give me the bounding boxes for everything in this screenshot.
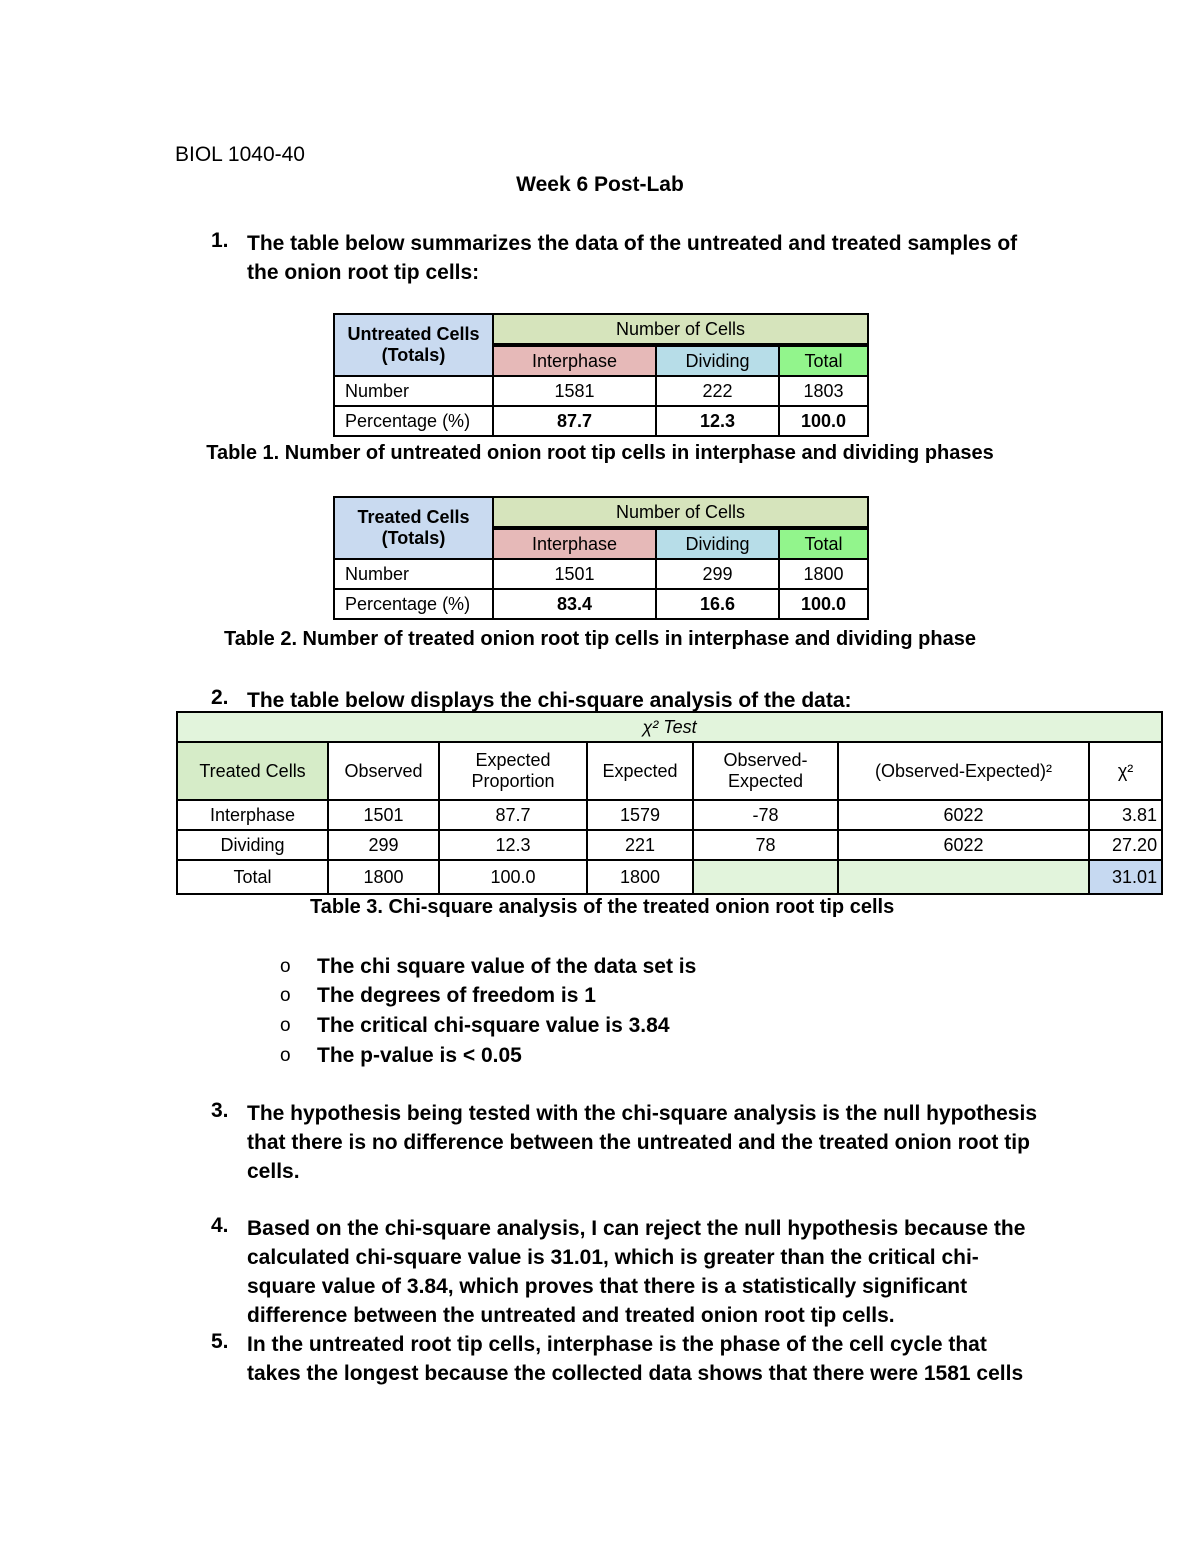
chi-row-label: Dividing xyxy=(177,830,328,860)
list-item xyxy=(280,1041,696,1071)
chi-cell: 6022 xyxy=(838,800,1089,830)
bullet-text: The critical chi-square value is 3.84 xyxy=(317,1013,670,1037)
bullet-marker-icon: o xyxy=(280,1044,291,1066)
question-4-number: 4. xyxy=(211,1214,229,1237)
table-row xyxy=(334,559,868,589)
chi-table-title: χ² Test xyxy=(177,712,1162,742)
bullet-list xyxy=(280,952,696,1070)
table1-cell: 1803 xyxy=(779,376,868,406)
chi-row-label: Interphase xyxy=(177,800,328,830)
chi-header-expected: Expected xyxy=(587,742,693,800)
chi-total-value: 31.01 xyxy=(1089,860,1162,894)
list-item xyxy=(280,952,696,982)
chi-header-observed: Observed xyxy=(328,742,439,800)
question-3-text: The hypothesis being tested with the chi-square analysis is the null hypothesis that there is no difference between the untreated and the treated onion root tip cells. xyxy=(247,1102,1037,1183)
table1-cell: 100.0 xyxy=(779,406,868,436)
table-row xyxy=(177,830,1162,860)
chi-square-table xyxy=(176,711,1163,895)
question-5-number: 5. xyxy=(211,1330,229,1353)
table2-cell: 1501 xyxy=(493,559,656,589)
table2-cell: 83.4 xyxy=(493,589,656,619)
question-3-number: 3. xyxy=(211,1099,229,1122)
chi-cell: -78 xyxy=(693,800,838,830)
question-1-number: 1. xyxy=(211,229,229,252)
chi-cell: 1800 xyxy=(587,860,693,894)
chi-cell: 299 xyxy=(328,830,439,860)
treated-cells-table xyxy=(333,496,869,620)
table1-cell: 222 xyxy=(656,376,779,406)
table-row xyxy=(334,406,868,436)
table2-cell: 16.6 xyxy=(656,589,779,619)
bullet-text: The degrees of freedom is 1 xyxy=(317,984,596,1008)
table2-col-total: Total xyxy=(779,528,868,559)
bullet-text: The p-value is < 0.05 xyxy=(317,1043,522,1067)
table1-row-label: Number xyxy=(334,376,493,406)
bullet-marker-icon: o xyxy=(280,1014,291,1036)
list-item xyxy=(280,982,696,1012)
table1-cell: 1581 xyxy=(493,376,656,406)
chi-cell: 3.81 xyxy=(1089,800,1162,830)
table1-cell: 12.3 xyxy=(656,406,779,436)
table2-col-interphase: Interphase xyxy=(493,528,656,559)
chi-header-treated-cells: Treated Cells xyxy=(177,742,328,800)
chi-cell: 6022 xyxy=(838,830,1089,860)
table1-row-label: Percentage (%) xyxy=(334,406,493,436)
chi-header-squared-difference: (Observed-Expected)² xyxy=(838,742,1089,800)
table2-caption: Table 2. Number of treated onion root tip cells in interphase and dividing phase xyxy=(224,628,976,650)
table-row xyxy=(334,589,868,619)
bullet-text: The chi square value of the data set is xyxy=(317,954,697,978)
question-5-text: In the untreated root tip cells, interphase is the phase of the cell cycle that takes the longest because the collected data shows that there were 1581 cells xyxy=(247,1333,1024,1385)
table1-corner-header: Untreated Cells (Totals) xyxy=(334,314,493,376)
bullet-marker-icon: o xyxy=(280,985,291,1007)
table3-caption: Table 3. Chi-square analysis of the treated onion root tip cells xyxy=(310,896,895,918)
chi-header-observed-minus-expected: Observed-Expected xyxy=(693,742,838,800)
chi-cell: 12.3 xyxy=(439,830,587,860)
question-2-text: The table below displays the chi-square analysis of the data: xyxy=(247,689,852,712)
chi-cell: 100.0 xyxy=(439,860,587,894)
table1-col-dividing: Dividing xyxy=(656,345,779,376)
chi-header-expected-proportion: Expected Proportion xyxy=(439,742,587,800)
table2-cell: 100.0 xyxy=(779,589,868,619)
page-title: Week 6 Post-Lab xyxy=(516,173,684,196)
chi-cell: 1800 xyxy=(328,860,439,894)
question-4-text: Based on the chi-square analysis, I can reject the null hypothesis because the calculated chi-square value is 31.01, which is greater than the critical chi-square value of 3.84, which proves that there is a statistically significant difference between the untreated and treated onion root tip cells. xyxy=(247,1217,1026,1327)
bullet-marker-icon: o xyxy=(280,955,291,977)
table2-row-label: Number xyxy=(334,559,493,589)
chi-cell: 1579 xyxy=(587,800,693,830)
table2-corner-header: Treated Cells (Totals) xyxy=(334,497,493,559)
list-item xyxy=(280,1011,696,1041)
chi-cell-empty xyxy=(838,860,1089,894)
chi-cell: 27.20 xyxy=(1089,830,1162,860)
table-row xyxy=(177,860,1162,894)
table1-caption: Table 1. Number of untreated onion root tip cells in interphase and dividing phases xyxy=(206,442,994,464)
table1-group-header: Number of Cells xyxy=(493,314,868,345)
chi-cell: 78 xyxy=(693,830,838,860)
chi-cell-empty xyxy=(693,860,838,894)
table2-group-header: Number of Cells xyxy=(493,497,868,528)
question-1-text: The table below summarizes the data of the untreated and treated samples of the onion root tip cells: xyxy=(247,232,1018,284)
table1-cell: 87.7 xyxy=(493,406,656,436)
table1-col-total: Total xyxy=(779,345,868,376)
table-row xyxy=(334,376,868,406)
table-row xyxy=(177,800,1162,830)
table2-cell: 1800 xyxy=(779,559,868,589)
course-code: BIOL 1040-40 xyxy=(175,143,305,166)
table2-row-label: Percentage (%) xyxy=(334,589,493,619)
table1-col-interphase: Interphase xyxy=(493,345,656,376)
table2-col-dividing: Dividing xyxy=(656,528,779,559)
question-2-number: 2. xyxy=(211,686,229,709)
table2-cell: 299 xyxy=(656,559,779,589)
untreated-cells-table xyxy=(333,313,869,437)
chi-row-label: Total xyxy=(177,860,328,894)
chi-cell: 221 xyxy=(587,830,693,860)
chi-header-chi-square: χ² xyxy=(1089,742,1162,800)
chi-cell: 87.7 xyxy=(439,800,587,830)
chi-cell: 1501 xyxy=(328,800,439,830)
